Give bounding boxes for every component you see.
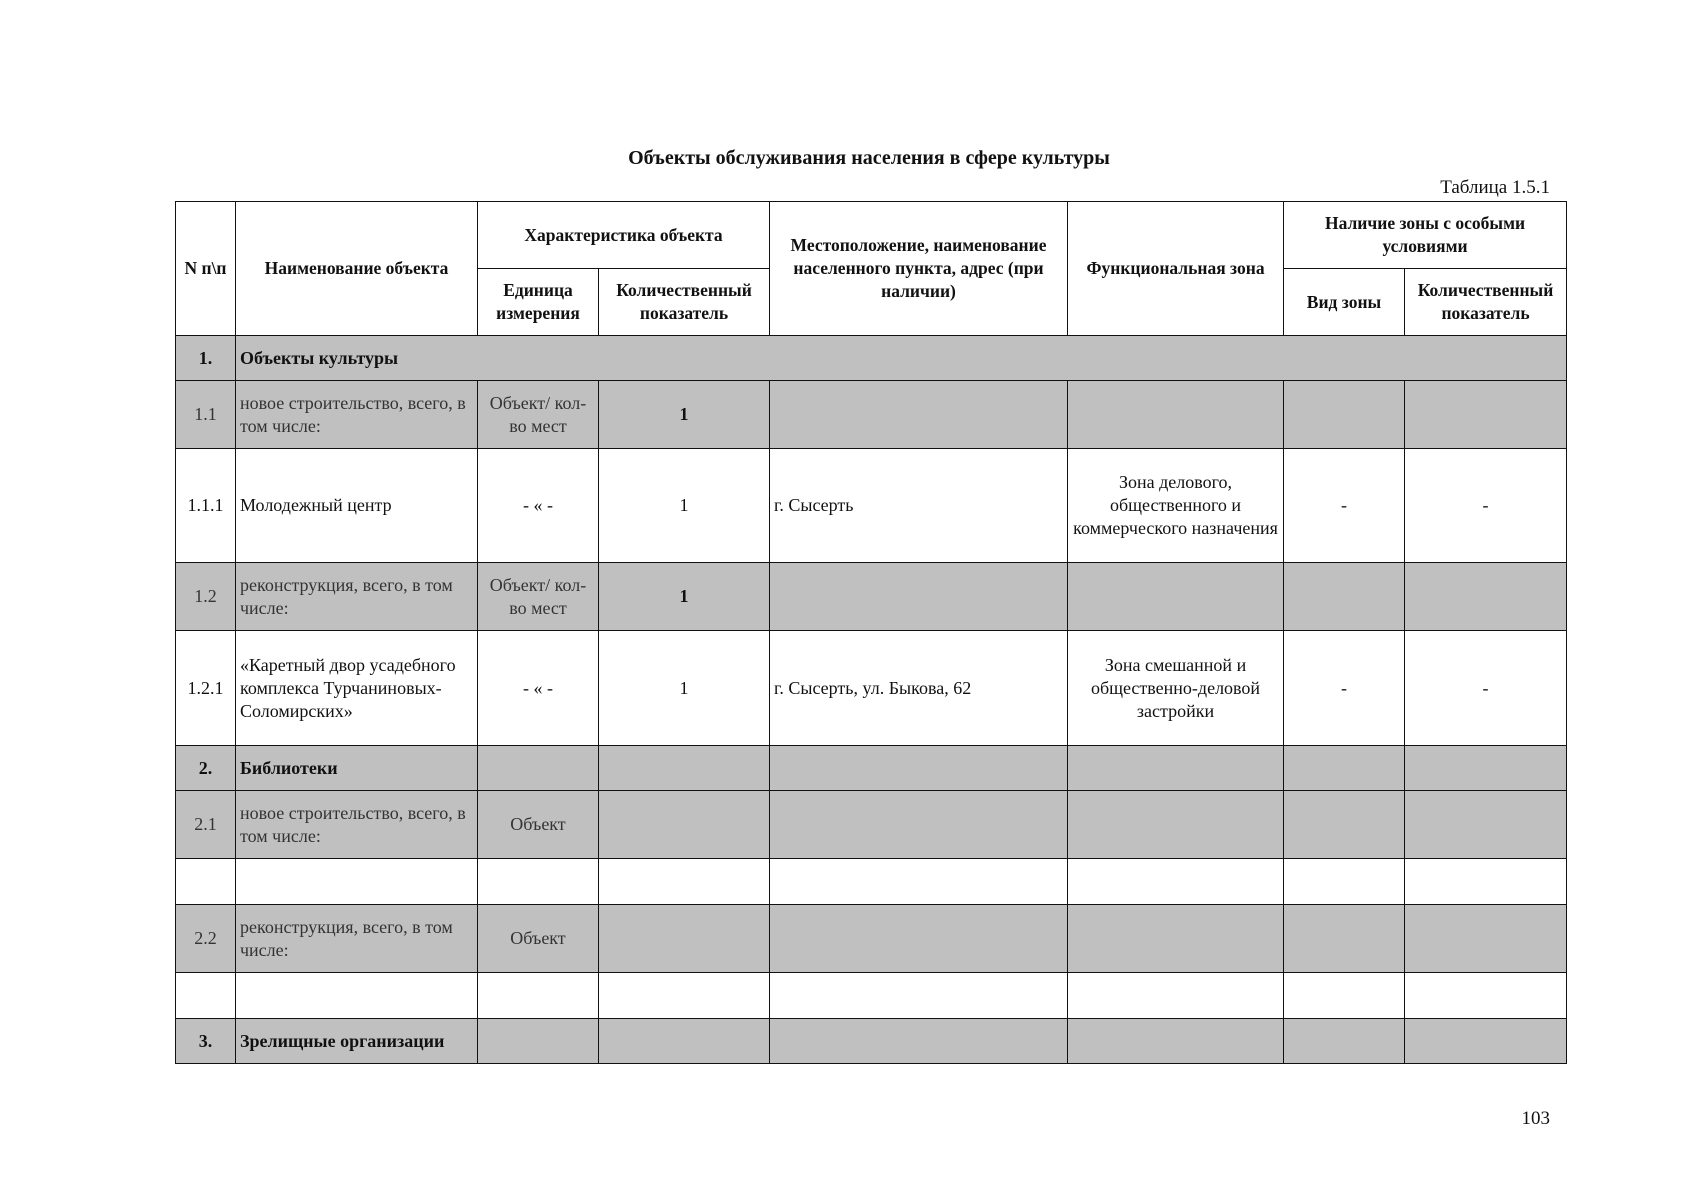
row-unit: Объект/ кол-во мест [478, 381, 599, 449]
row-name: реконструкция, всего, в том числе: [236, 905, 478, 973]
row-func-zone [1068, 381, 1284, 449]
header-characteristics: Характеристика объекта [478, 202, 770, 269]
row-num: 1.2.1 [176, 631, 236, 746]
table-row [176, 336, 1567, 381]
empty-cell [478, 973, 599, 1019]
section-title: Объекты культуры [236, 336, 1567, 381]
table-row [176, 563, 1567, 631]
row-quantity [599, 905, 770, 973]
table-row [176, 746, 1567, 791]
page-number: 103 [1521, 1108, 1550, 1129]
empty-cell [599, 859, 770, 905]
row-quantity: 1 [599, 449, 770, 563]
empty-cell [1405, 746, 1567, 791]
row-quantity: 1 [599, 631, 770, 746]
header-name: Наименование объекта [236, 202, 478, 336]
header-quantity: Количественный показатель [599, 269, 770, 336]
table-row [176, 449, 1567, 563]
row-num: 1.2 [176, 563, 236, 631]
culture-objects-table [175, 201, 1567, 1064]
row-name: новое строительство, всего, в том числе: [236, 791, 478, 859]
empty-cell [236, 859, 478, 905]
header-special-zone: Наличие зоны с особыми условиями [1284, 202, 1567, 269]
row-zone-quantity [1405, 791, 1567, 859]
row-func-zone: Зона делового, общественного и коммерческого назначения [1068, 449, 1284, 563]
row-zone-quantity: - [1405, 631, 1567, 746]
row-quantity: 1 [599, 563, 770, 631]
empty-cell [1284, 1019, 1405, 1064]
table-row [176, 973, 1567, 1019]
empty-cell [1068, 973, 1284, 1019]
row-zone-type [1284, 381, 1405, 449]
empty-cell [1284, 973, 1405, 1019]
row-unit: Объект [478, 905, 599, 973]
row-zone-type: - [1284, 631, 1405, 746]
row-name: «Каретный двор усадебного комплекса Турчаниновых-Соломирских» [236, 631, 478, 746]
header-unit: Единица измерения [478, 269, 599, 336]
row-func-zone [1068, 791, 1284, 859]
row-zone-type [1284, 791, 1405, 859]
table-row [176, 1019, 1567, 1064]
empty-cell [770, 746, 1068, 791]
row-zone-type [1284, 905, 1405, 973]
empty-cell [1405, 859, 1567, 905]
empty-cell [1068, 1019, 1284, 1064]
row-zone-type: - [1284, 449, 1405, 563]
empty-cell [236, 973, 478, 1019]
table-row [176, 905, 1567, 973]
row-num: 1. [176, 336, 236, 381]
table-row [176, 859, 1567, 905]
row-name: реконструкция, всего, в том числе: [236, 563, 478, 631]
table-row [176, 791, 1567, 859]
row-location: г. Сысерть, ул. Быкова, 62 [770, 631, 1068, 746]
empty-cell [478, 859, 599, 905]
empty-cell [1068, 746, 1284, 791]
row-location [770, 381, 1068, 449]
row-num: 1.1.1 [176, 449, 236, 563]
table-row [176, 381, 1567, 449]
row-num: 2.2 [176, 905, 236, 973]
empty-cell [478, 746, 599, 791]
row-quantity [599, 791, 770, 859]
row-zone-quantity [1405, 381, 1567, 449]
row-location [770, 905, 1068, 973]
empty-cell [770, 973, 1068, 1019]
row-func-zone [1068, 905, 1284, 973]
row-zone-type [1284, 563, 1405, 631]
header-location: Местоположение, наименование населенного пункта, адрес (при наличии) [770, 202, 1068, 336]
row-func-zone: Зона смешанной и общественно-деловой застройки [1068, 631, 1284, 746]
empty-cell [1284, 746, 1405, 791]
row-num: 3. [176, 1019, 236, 1064]
row-name: Молодежный центр [236, 449, 478, 563]
header-zone-quantity: Количественный показатель [1405, 269, 1567, 336]
section-title: Библиотеки [236, 746, 478, 791]
empty-cell [1284, 859, 1405, 905]
empty-cell [599, 973, 770, 1019]
header-functional-zone: Функциональная зона [1068, 202, 1284, 336]
empty-cell [176, 859, 236, 905]
row-unit: - « - [478, 631, 599, 746]
table-label: Таблица 1.5.1 [1440, 177, 1550, 198]
empty-cell [1405, 1019, 1567, 1064]
empty-cell [1068, 859, 1284, 905]
empty-cell [478, 1019, 599, 1064]
row-location [770, 563, 1068, 631]
empty-cell [770, 859, 1068, 905]
empty-cell [770, 1019, 1068, 1064]
table-row [176, 631, 1567, 746]
header-zone-type: Вид зоны [1284, 269, 1405, 336]
row-location: г. Сысерть [770, 449, 1068, 563]
row-zone-quantity: - [1405, 449, 1567, 563]
row-unit: - « - [478, 449, 599, 563]
header-num: N п\п [176, 202, 236, 336]
empty-cell [1405, 973, 1567, 1019]
section-title: Зрелищные организации [236, 1019, 478, 1064]
row-unit: Объект/ кол-во мест [478, 563, 599, 631]
row-quantity: 1 [599, 381, 770, 449]
row-zone-quantity [1405, 905, 1567, 973]
empty-cell [599, 746, 770, 791]
row-zone-quantity [1405, 563, 1567, 631]
row-unit: Объект [478, 791, 599, 859]
empty-cell [599, 1019, 770, 1064]
row-name: новое строительство, всего, в том числе: [236, 381, 478, 449]
row-func-zone [1068, 563, 1284, 631]
row-num: 2.1 [176, 791, 236, 859]
row-location [770, 791, 1068, 859]
row-num: 1.1 [176, 381, 236, 449]
row-num: 2. [176, 746, 236, 791]
document-title: Объекты обслуживания населения в сфере культуры [628, 147, 1110, 169]
empty-cell [176, 973, 236, 1019]
